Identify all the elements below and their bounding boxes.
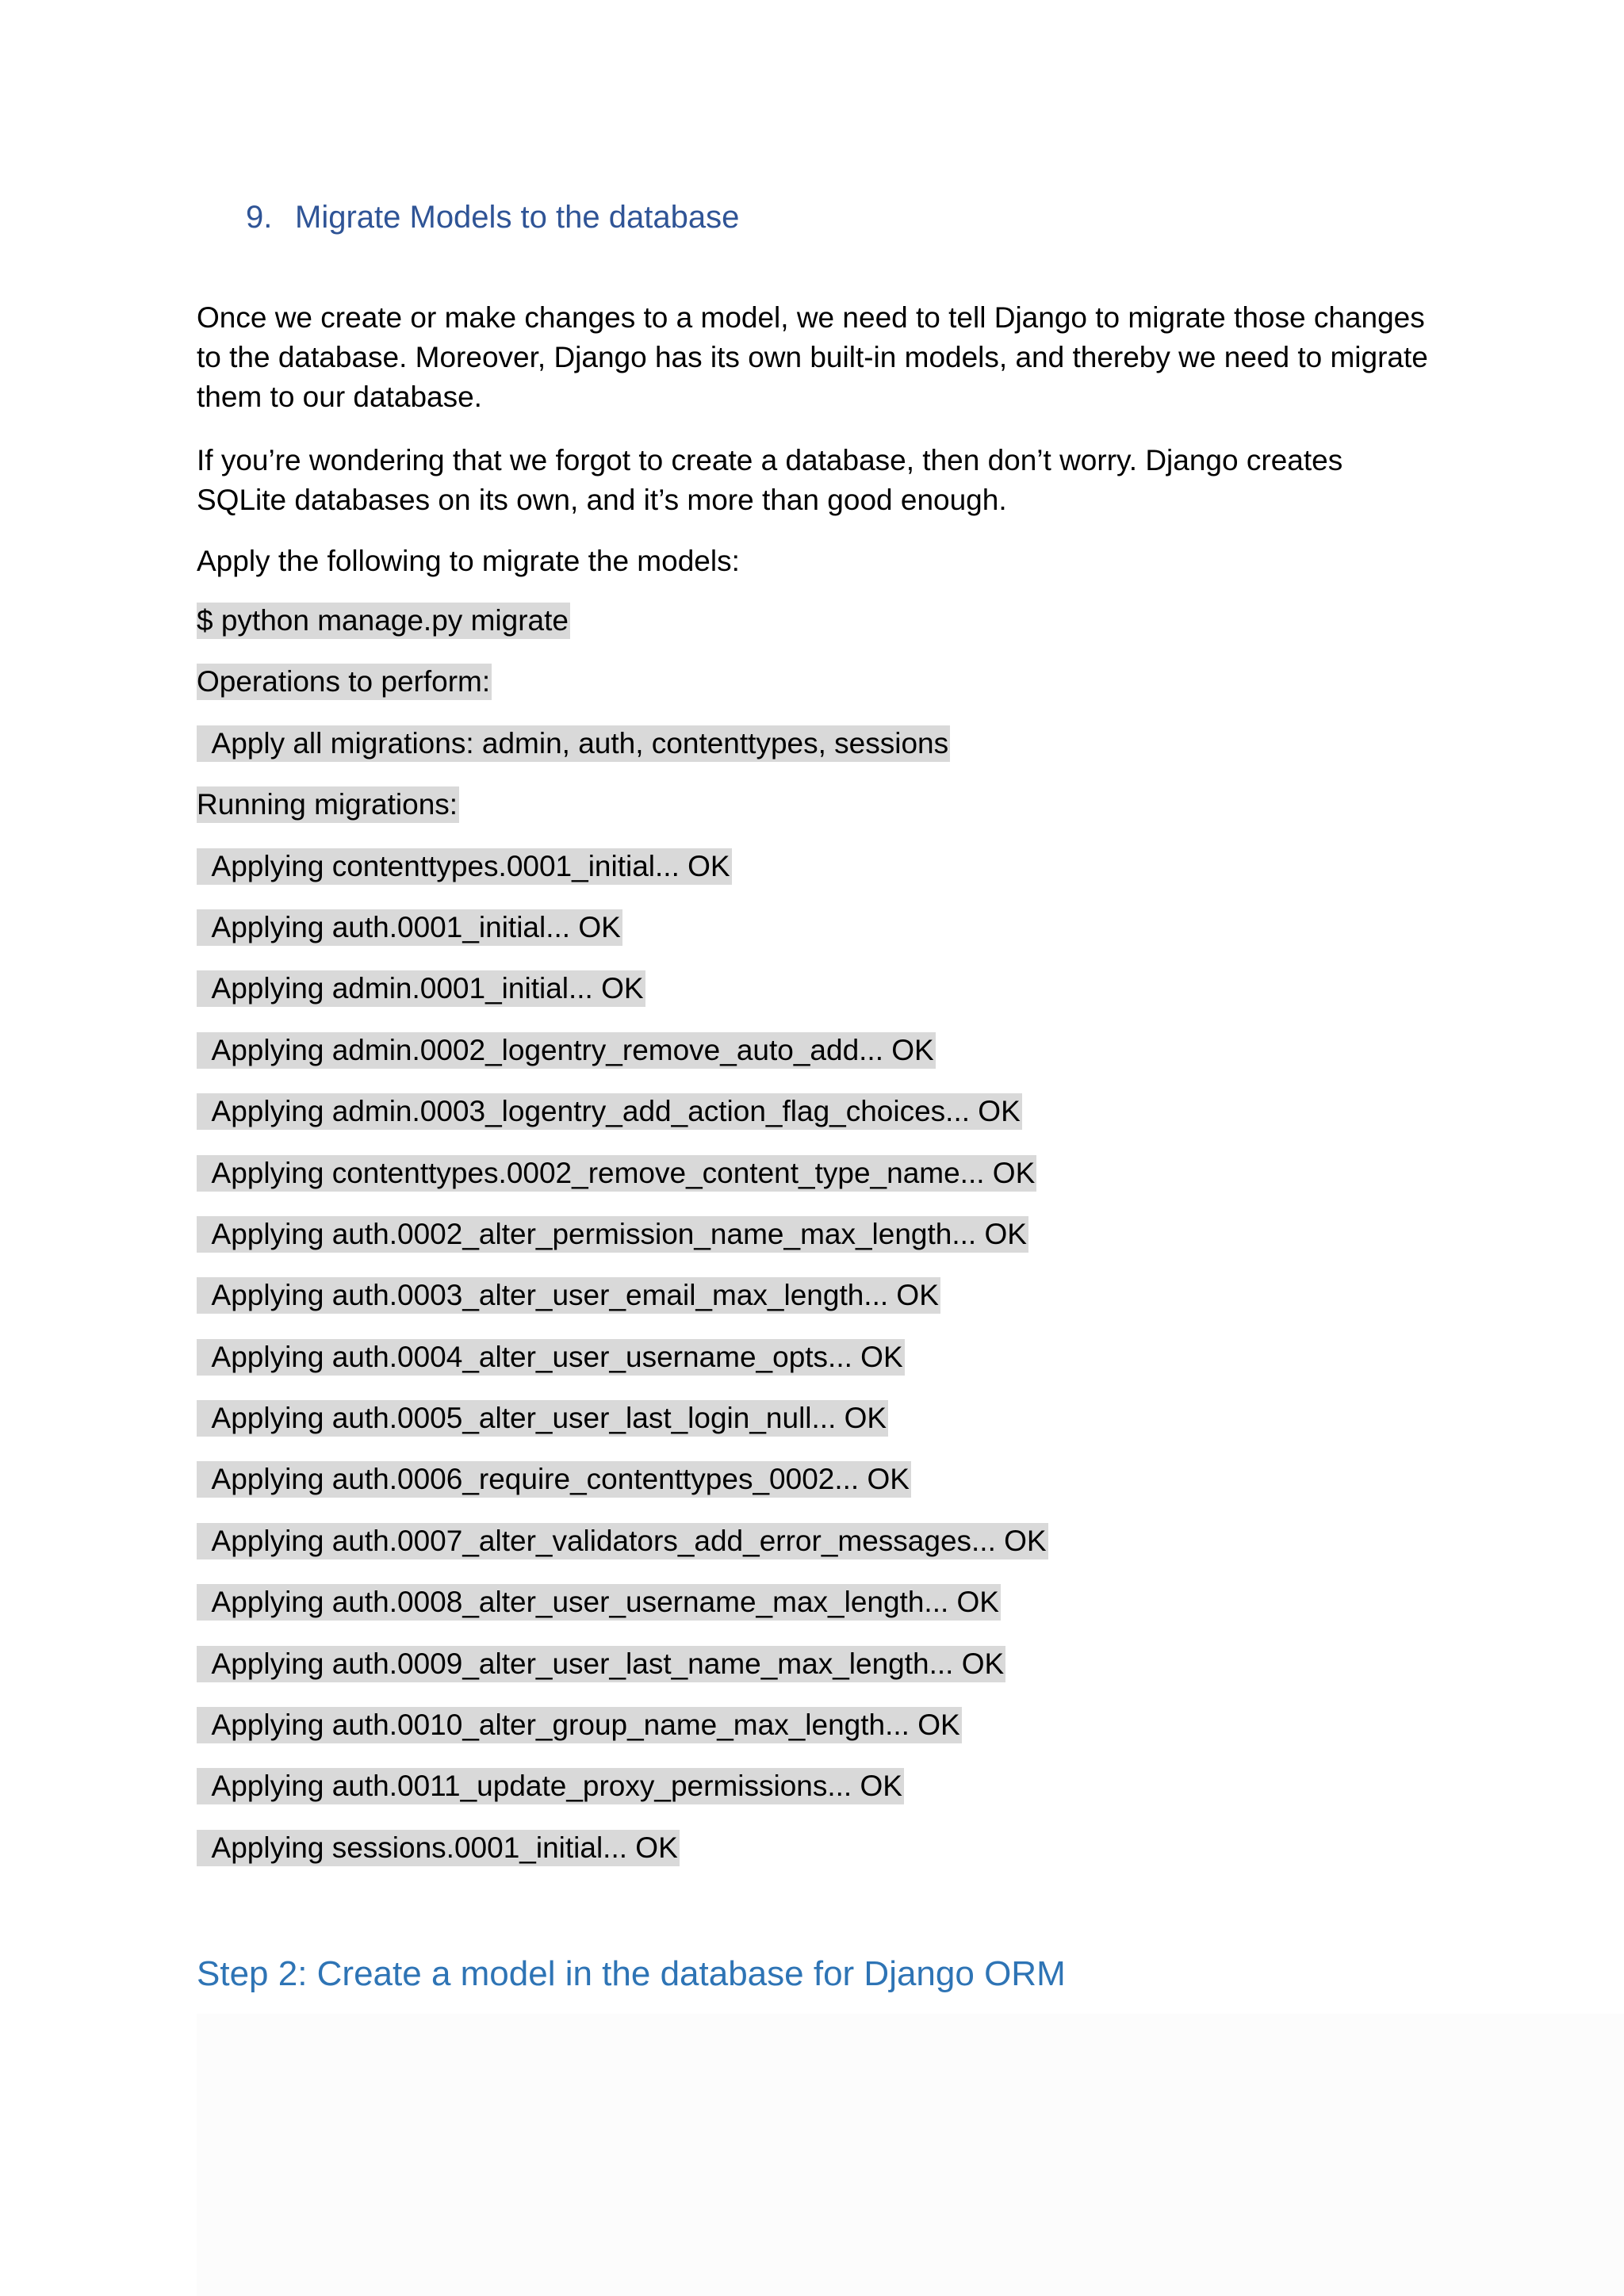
code-text: Applying auth.0003_alter_user_email_max_length... OK xyxy=(197,1277,940,1314)
code-line xyxy=(197,1768,1434,1829)
code-text: Applying sessions.0001_initial... OK xyxy=(197,1830,680,1866)
code-text: Applying auth.0008_alter_user_username_max_length... OK xyxy=(197,1584,1001,1621)
code-line xyxy=(197,786,1434,848)
blank-content-area xyxy=(197,2014,1624,2296)
code-text: Applying contenttypes.0001_initial... OK xyxy=(197,848,732,885)
code-text: Operations to perform: xyxy=(197,664,492,700)
paragraph-intro: Once we create or make changes to a model, we need to tell Django to migrate those changes to the database. Moreover, Django has its own built-in models, and thereby we need to migrate them to our database. xyxy=(197,301,1428,413)
code-line xyxy=(197,664,1434,725)
code-line xyxy=(197,1646,1434,1707)
code-text: Applying auth.0005_alter_user_last_login_null... OK xyxy=(197,1400,888,1437)
code-text: $ python manage.py migrate xyxy=(197,603,570,639)
code-text: Applying auth.0007_alter_validators_add_error_messages... OK xyxy=(197,1523,1048,1559)
section-heading xyxy=(246,195,739,239)
code-text: Applying auth.0010_alter_group_name_max_length... OK xyxy=(197,1707,962,1743)
code-line xyxy=(197,725,1434,786)
code-line xyxy=(197,1523,1434,1584)
code-line xyxy=(197,909,1434,970)
code-line xyxy=(197,1400,1434,1461)
code-text: Applying admin.0002_logentry_remove_auto_add... OK xyxy=(197,1032,936,1069)
code-text: Applying auth.0006_require_contenttypes_0002... OK xyxy=(197,1461,911,1498)
code-line xyxy=(197,1707,1434,1768)
code-line xyxy=(197,1277,1434,1338)
code-line xyxy=(197,603,1434,664)
code-text: Applying auth.0002_alter_permission_name_max_length... OK xyxy=(197,1216,1028,1253)
code-line xyxy=(197,1093,1434,1154)
code-block xyxy=(197,603,1434,1891)
paragraph-apply-instruction: Apply the following to migrate the models: xyxy=(197,545,740,577)
section-number: 9. xyxy=(246,200,273,235)
code-text: Applying auth.0001_initial... OK xyxy=(197,909,622,946)
code-line xyxy=(197,1461,1434,1522)
code-text: Applying auth.0004_alter_user_username_opts... OK xyxy=(197,1339,905,1376)
code-line xyxy=(197,1216,1434,1277)
code-line xyxy=(197,1155,1434,1216)
code-text: Applying admin.0003_logentry_add_action_flag_choices... OK xyxy=(197,1093,1022,1130)
code-line xyxy=(197,970,1434,1031)
code-text: Applying contenttypes.0002_remove_content_type_name... OK xyxy=(197,1155,1036,1192)
section-title: Migrate Models to the database xyxy=(295,200,740,235)
code-line xyxy=(197,1830,1434,1891)
code-line xyxy=(197,1339,1434,1400)
code-text: Applying auth.0009_alter_user_last_name_max_length... OK xyxy=(197,1646,1005,1682)
code-line xyxy=(197,848,1434,909)
code-text: Running migrations: xyxy=(197,786,459,823)
code-line xyxy=(197,1032,1434,1093)
paragraph-database-note: If you’re wondering that we forgot to create a database, then don’t worry. Django creates SQLite databases on its own, and it’s more than good enough. xyxy=(197,444,1343,516)
code-text: Applying admin.0001_initial... OK xyxy=(197,970,645,1007)
step-heading: Step 2: Create a model in the database for Django ORM xyxy=(197,1954,1066,1993)
code-text: Apply all migrations: admin, auth, contenttypes, sessions xyxy=(197,725,950,762)
code-line xyxy=(197,1584,1434,1645)
code-text: Applying auth.0011_update_proxy_permissions... OK xyxy=(197,1768,904,1804)
